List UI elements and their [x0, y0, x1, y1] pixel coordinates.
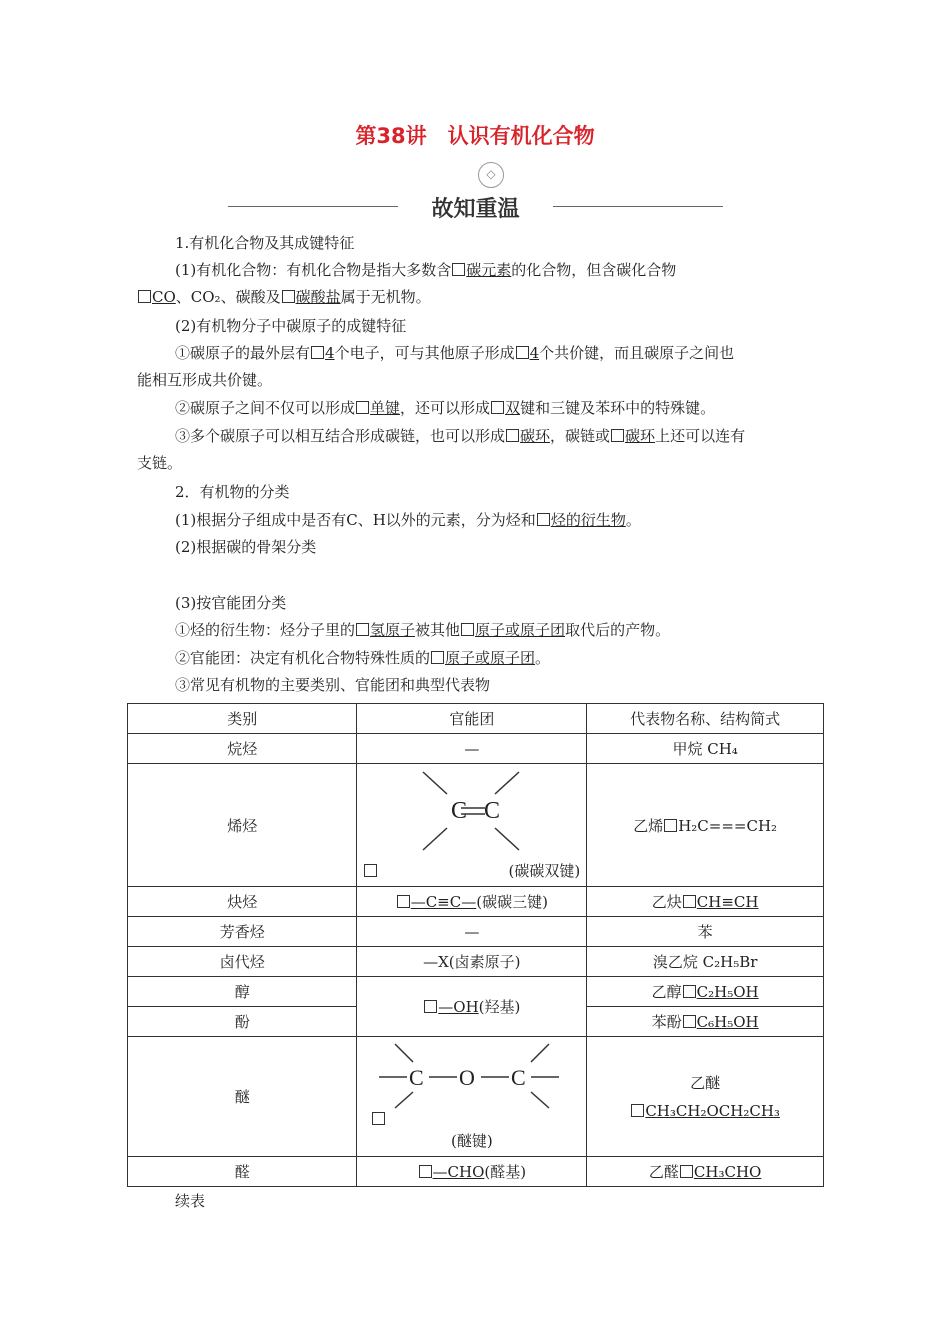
table-row — [128, 1157, 824, 1187]
svg-text:C: C — [483, 798, 500, 824]
s1-p2: (2)有机物分子中碳原子的成键特征 — [175, 317, 407, 335]
s1-p4: ②碳原子之间不仅可以形成 单键，还可以形成 双键和三键及苯环中的特殊键。 — [175, 399, 716, 417]
page-title: 第38讲 认识有机化合物 — [355, 124, 595, 148]
table-cell: —OH(羟基) — [357, 977, 587, 1037]
table-cell: — — [357, 917, 587, 947]
table-cell-text: (醚键) — [450, 1131, 493, 1150]
s2-p1: (1)根据分子组成中是否有C、H以外的元素，分为烃和 烃的衍生物。 — [175, 511, 641, 529]
table-cell: 溴乙烷 C₂H₅Br — [587, 947, 824, 977]
table-row — [128, 734, 824, 764]
s1-p3: ①碳原子的最外层有 4个电子，可与其他原子形成 4个共价键，而且碳原子之间也 — [175, 344, 735, 362]
table-header-row — [128, 704, 824, 734]
ether-structure-diagram — [377, 1040, 567, 1110]
s1-heading: 1.有机化合物及其成键特征 — [175, 234, 355, 252]
s1-p3-cont: 能相互形成共价键。 — [137, 371, 273, 389]
s1-p1: (1)有机化合物：有机化合物是指大多数含 碳元素的化合物，但含碳化合物 — [175, 261, 677, 279]
table-cell: 苯酚 C₆H₅OH — [587, 1007, 824, 1037]
table-cell: 卤代烃 — [128, 947, 357, 977]
table-cell: 炔烃 — [128, 887, 357, 917]
s2-p5: ②官能团：决定有机化合物特殊性质的 原子或原子团。 — [175, 649, 551, 667]
table-cell — [357, 764, 587, 887]
table-cell-text: (碳碳双键) — [508, 862, 581, 880]
table-cell: —X(卤素原子) — [357, 947, 587, 977]
s2-heading: 2．有机物的分类 — [175, 483, 290, 501]
table-cell: 烷烃 — [128, 734, 357, 764]
table-cell: 烯烃 — [128, 764, 357, 887]
table-cell: 甲烷 CH₄ — [587, 734, 824, 764]
svg-text:C: C — [510, 1064, 526, 1090]
s2-p4: ①烃的衍生物：烃分子里的 氢原子被其他 原子或原子团取代后的产物。 — [175, 621, 671, 639]
table-cell: 代表物名称、结构简式 — [587, 704, 824, 734]
table-row — [128, 764, 824, 887]
alkene-structure-diagram — [407, 766, 537, 858]
s1-p5-cont: 支链。 — [137, 454, 183, 472]
table-row — [128, 1037, 824, 1157]
table-cell: 酚 — [128, 1007, 357, 1037]
table-cell: 苯 — [587, 917, 824, 947]
svg-text:O: O — [458, 1064, 475, 1090]
table-cell: —CHO(醛基) — [357, 1157, 587, 1187]
table-cell: 官能团 — [357, 704, 587, 734]
table-cell: 乙炔 CH≡CH — [587, 887, 824, 917]
table-cell: 乙醇 C₂H₅OH — [587, 977, 824, 1007]
table-cell: 醚 — [128, 1037, 357, 1157]
section-heading — [228, 192, 723, 222]
table-row — [128, 977, 824, 1007]
table-cell: — — [357, 734, 587, 764]
s2-p2: (2)根据碳的骨架分类 — [175, 538, 317, 556]
table-cell: 醇 — [128, 977, 357, 1007]
table-row — [128, 947, 824, 977]
s2-p6: ③常见有机物的主要类别、官能团和典型代表物 — [175, 676, 491, 694]
table-cell: 乙醛 CH₃CHO — [587, 1157, 824, 1187]
functional-group-table — [127, 703, 824, 1187]
table-cell: 芳香烃 — [128, 917, 357, 947]
table-cell: 乙烯 H₂C===CH₂ — [587, 764, 824, 887]
table-cell: —C≡C—(碳碳三键) — [357, 887, 587, 917]
table-cell: 类别 — [128, 704, 357, 734]
section-title: 故知重温 — [431, 197, 520, 222]
s2-p3: (3)按官能团分类 — [175, 594, 287, 612]
s1-p1-cont: CO、CO₂、碳酸及 碳酸盐属于无机物。 — [137, 284, 817, 310]
table-cell: 乙醚 CH₃CH₂OCH₂CH₃ — [587, 1037, 824, 1157]
s1-p5: ③多个碳原子可以相互结合形成碳链，也可以形成 碳环，碳链或 碳环上还可以连有 — [175, 427, 746, 445]
svg-text:C: C — [408, 1064, 424, 1090]
svg-text:C: C — [450, 798, 467, 824]
table-row — [128, 887, 824, 917]
continued-note: 续表 — [175, 1192, 206, 1210]
table-cell: 醛 — [128, 1157, 357, 1187]
table-row — [128, 917, 824, 947]
emblem-icon: ◇ — [478, 162, 504, 188]
table-cell — [357, 1037, 587, 1157]
